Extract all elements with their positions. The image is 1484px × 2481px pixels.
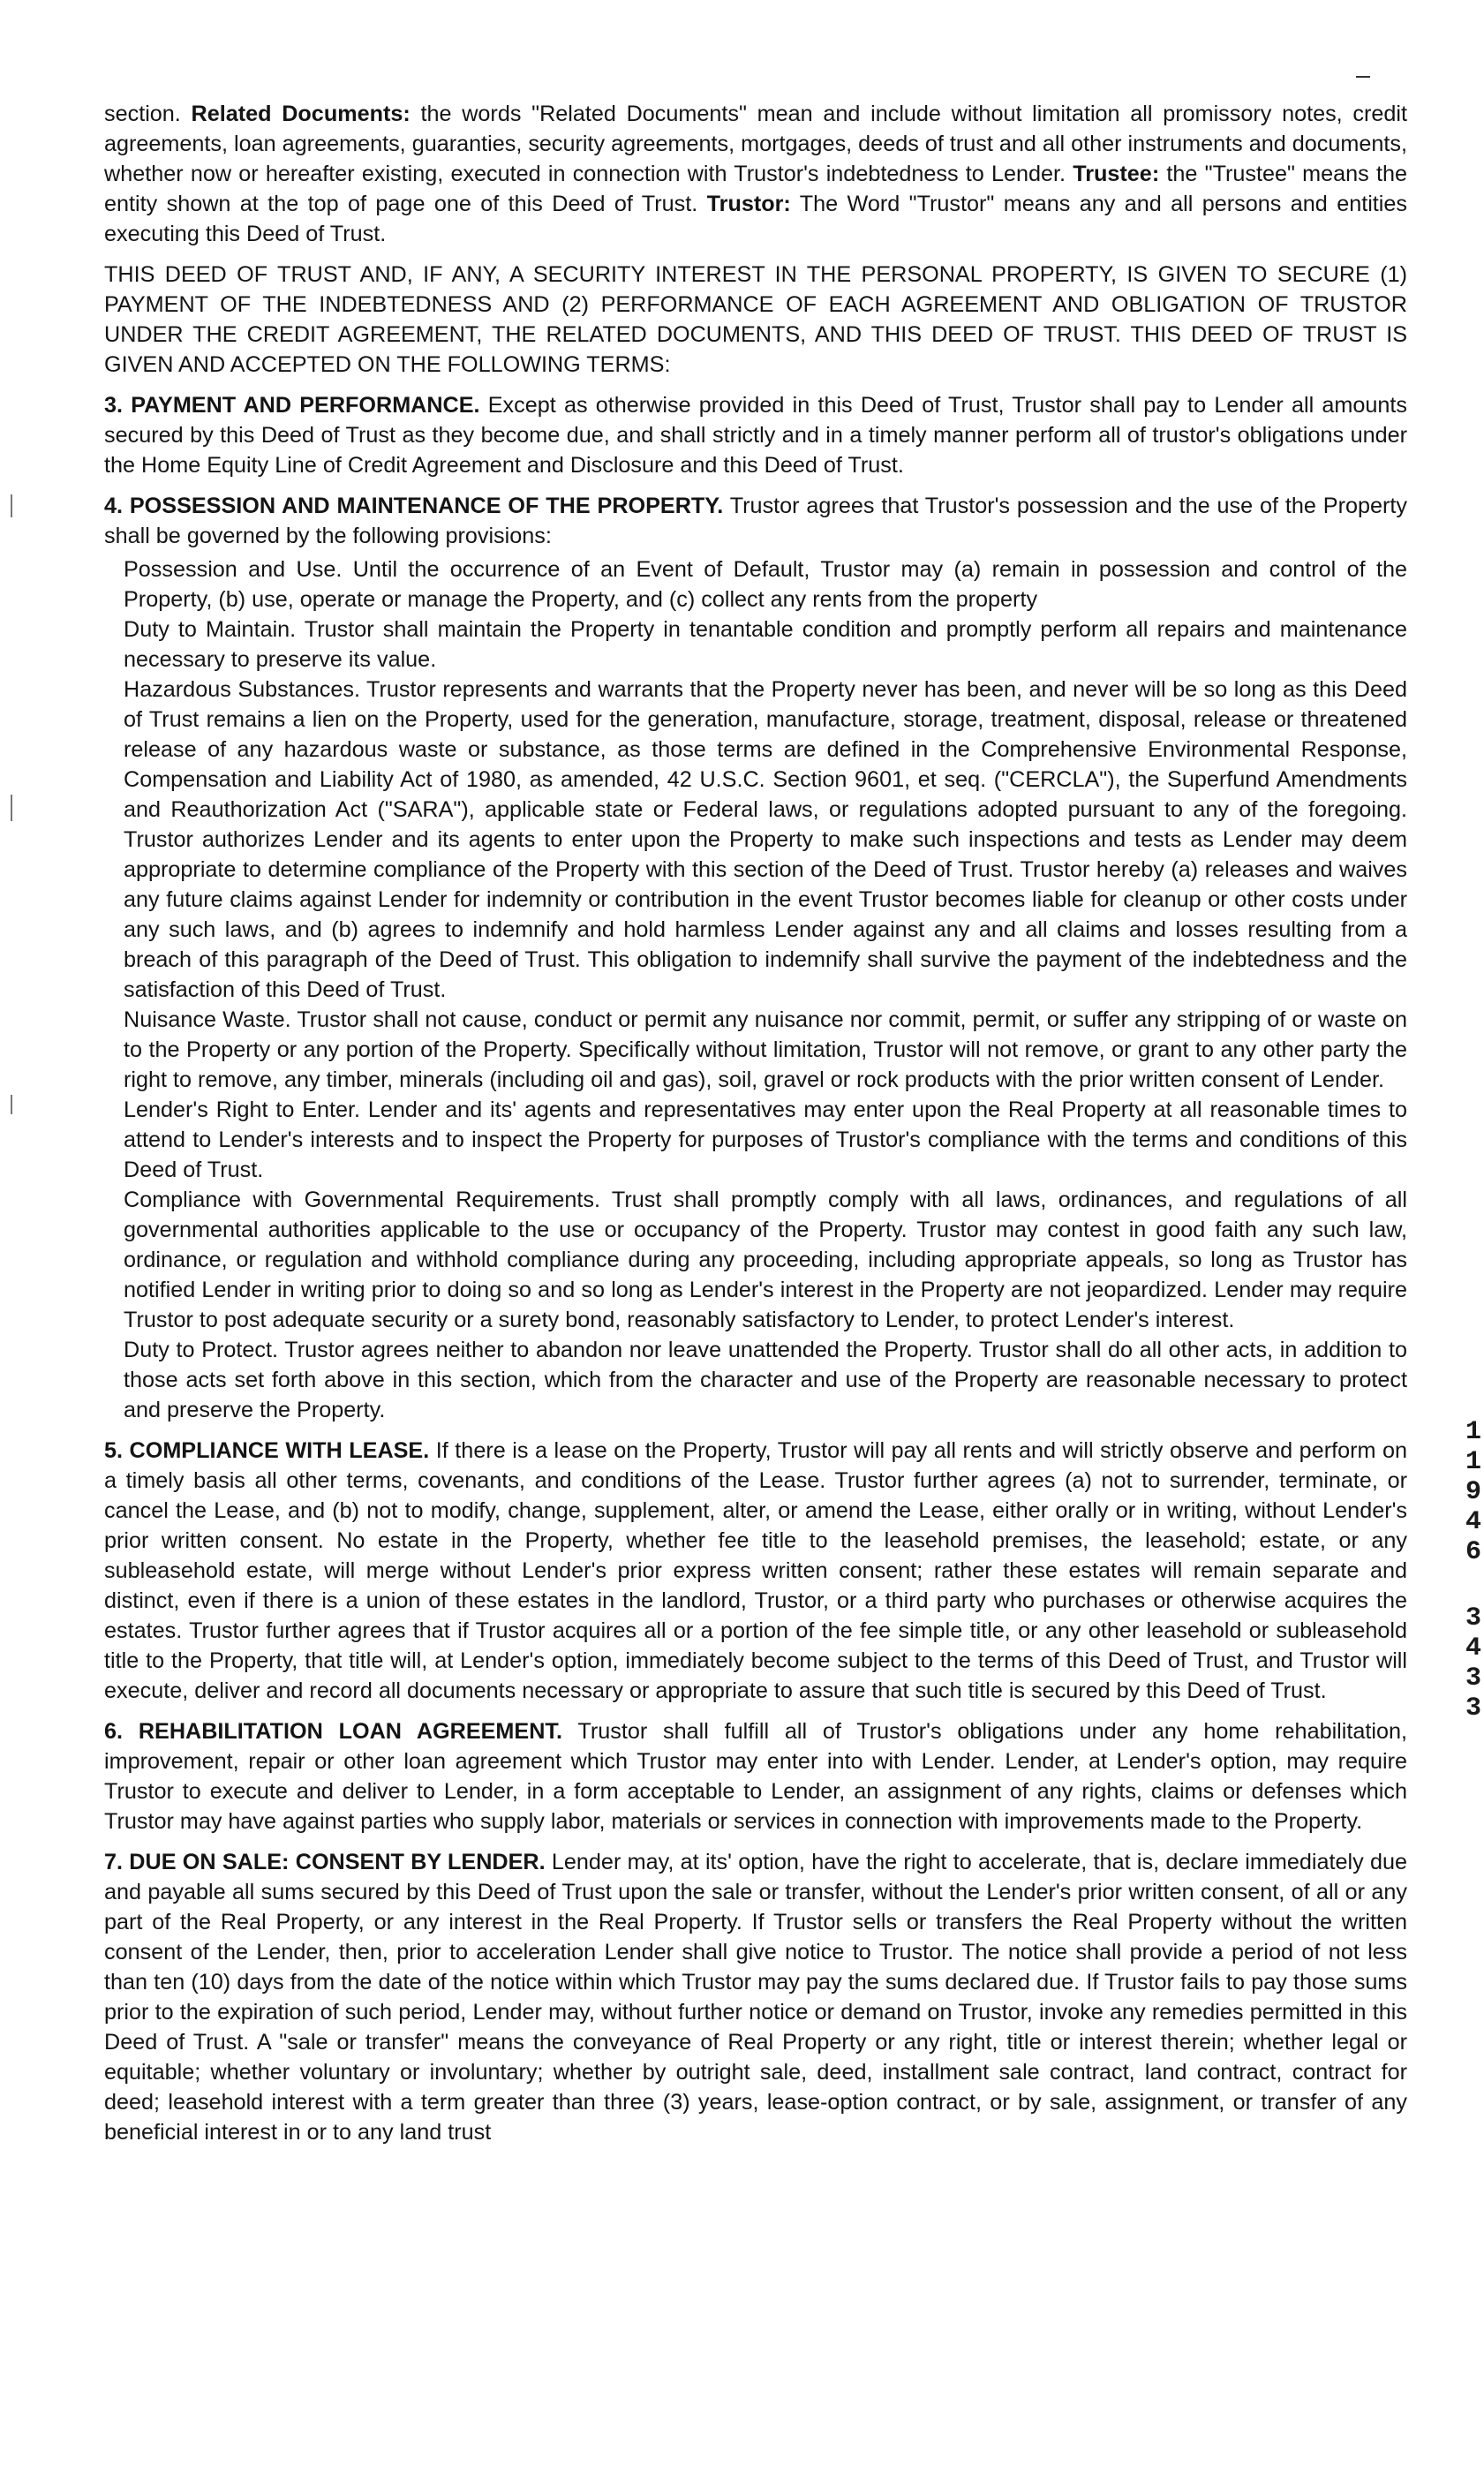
stamp-digit: 4 <box>1465 1633 1481 1663</box>
margin-scan-mark <box>11 795 12 821</box>
duty-to-maintain: Duty to Maintain. Trustor shall maintain the Property in tenantable condition and promptly perform all repairs and maintenance necessary to preserve its value. <box>124 617 1407 672</box>
intro-text: the "Trustee" means the entity shown at the top of page one of this Deed of Trust. <box>104 162 1407 216</box>
stamp-digit: 3 <box>1465 1663 1481 1693</box>
margin-scan-mark <box>11 1095 12 1114</box>
section-3 <box>104 390 1407 480</box>
intro-definitions <box>104 99 1407 249</box>
page-corner-mark <box>1356 76 1370 78</box>
stamp-digit: 3 <box>1465 1603 1481 1633</box>
term-trustor: Trustor: <box>706 192 791 216</box>
document-page <box>104 99 1407 2147</box>
section-5 <box>104 1436 1407 1706</box>
section-3-heading: 3. PAYMENT AND PERFORMANCE. <box>104 393 480 418</box>
hazardous-substances: Hazardous Substances. Trustor represents and warrants that the Property never has been, and never will be so long as this Deed of Trust remains a lien on the Property, used for the generation, manufacture, storage, treatment, disposal, release or threatened release of any hazardous waste or substance, as those terms are defined in the Comprehensive Environmental Response, Compensation and Liability Act of 1980, as amended, 42 U.S.C. Section 9601, et seq. ("CERCLA"), the Superfund Amendments and Reauthorization Act ("SARA"), applicable state or Federal laws, or regulations adopted pursuant to any of the foregoing. Trustor authorizes Lender and its agents to enter upon the Property to make such inspections and tests as Lender may deem appropriate to determine compliance of the Property with this section of the Deed of Trust. Trustor hereby (a) releases and waives any future claims against Lender for indemnity or contribution in the event Trustor becomes liable for cleanup or other costs under any such laws, and (b) agrees to indemnify and hold harmless Lender against any and all claims and losses resulting from a breach of this paragraph of the Deed of Trust. This obligation to indemnify shall survive the payment of the indebtedness and the satisfaction of this Deed of Trust. <box>124 677 1407 1002</box>
stamp-digit: 3 <box>1465 1693 1481 1723</box>
duty-to-protect: Duty to Protect. Trustor agrees neither to abandon nor leave unattended the Property. Trustor shall do all other acts, in addition to those acts set forth above in this section, which from the character and use of the Property are reasonable necessary to protect and preserve the Property. <box>124 1338 1407 1422</box>
section-4-body: Trustor agrees that Trustor's possession and the use of the Property shall be governed by the following provisions: <box>104 494 1407 548</box>
term-related-documents: Related Documents: <box>191 102 411 126</box>
section-3-body: Except as otherwise provided in this Deed of Trust, Trustor shall pay to Lender all amounts secured by this Deed of Trust as they become due, and shall strictly and in a timely manner perform all of trustor's obligations under the Home Equity Line of Credit Agreement and Disclosure and this Deed of Trust. <box>104 393 1407 478</box>
section-4-heading: 4. POSSESSION AND MAINTENANCE OF THE PROPERTY. <box>104 494 724 518</box>
section-7-body: Lender may, at its' option, have the right to accelerate, that is, declare immediately due and payable all sums secured by this Deed of Trust upon the sale or transfer, without the Lender's prior written consent, of all or any part of the Real Property, or any interest in the Real Property. If Trustor sells or transfers the Real Property without the written consent of the Lender, then, prior to acceleration Lender shall give notice to Trustor. The notice shall provide a period of not less than ten (10) days from the date of the notice within which Trustor may pay the sums declared due. If Trustor fails to pay those sums prior to the expiration of such period, Lender may, without further notice or demand on Trustor, invoke any remedies permitted in this Deed of Trust. A "sale or transfer" means the conveyance of Real Property or any right, title or interest therein; whether legal or equitable; whether voluntary or involuntary; whether by outright sale, deed, installment sale contract, land contract, contract for deed; leasehold interest with a term greater than three (3) years, lease-option contract, or by sale, assignment, or transfer of any beneficial interest in or to any land trust <box>104 1850 1407 2145</box>
section-5-heading: 5. COMPLIANCE WITH LEASE. <box>104 1438 430 1463</box>
section-6-heading: 6. REHABILITATION LOAN AGREEMENT. <box>104 1719 562 1744</box>
stamp-digit: 9 <box>1465 1477 1481 1507</box>
term-trustee: Trustee: <box>1073 162 1160 186</box>
intro-text: The Word "Trustor" means any and all persons and entities executing this Deed of Trust. <box>104 192 1407 246</box>
possession-and-use: Possession and Use. Until the occurrence of an Event of Default, Trustor may (a) remain in possession and control of the Property, (b) use, operate or manage the Property, and (c) collect any rents from the property <box>124 557 1407 612</box>
intro-text: the words "Related Documents" mean and include without limitation all promissory notes, credit agreements, loan agreements, guaranties, security agreements, mortgages, deeds of trust and all other instruments and documents, whether now or hereafter existing, executed in connection with Trustor's indebtedness to Lender. <box>104 102 1407 186</box>
compliance-governmental: Compliance with Governmental Requirements. Trust shall promptly comply with all laws, ordinances, and regulations of all governmental authorities applicable to the use or occupancy of the Property. Trustor may contest in good faith any such law, ordinance, or regulation and withhold compliance during any proceeding, including appropriate appeals, so long as Trustor has notified Lender in writing prior to doing so and so long as Lender's interest in the Property are not jeopardized. Lender may require Trustor to post adequate security or a surety bond, reasonably satisfactory to Lender, to protect Lender's interest. <box>124 1188 1407 1332</box>
section-7 <box>104 1847 1407 2147</box>
margin-scan-mark <box>11 494 12 517</box>
security-statement: THIS DEED OF TRUST AND, IF ANY, A SECURITY INTEREST IN THE PERSONAL PROPERTY, IS GIVEN TO SECURE (1) PAYMENT OF THE INDEBTEDNESS AND (2) PERFORMANCE OF EACH AGREEMENT AND OBLIGATION OF TRUSTOR UNDER THE CREDIT AGREEMENT, THE RELATED DOCUMENTS, AND THIS DEED OF TRUST. THIS DEED OF TRUST IS GIVEN AND ACCEPTED ON THE FOLLOWING TERMS: <box>104 262 1407 377</box>
section-7-heading: 7. DUE ON SALE: CONSENT BY LENDER. <box>104 1850 546 1874</box>
stamp-digit: 6 <box>1465 1537 1481 1567</box>
margin-stamp-bottom <box>1464 1603 1483 1723</box>
section-5-body: If there is a lease on the Property, Trustor will pay all rents and will strictly observe and perform on a timely basis all other terms, covenants, and conditions of the Lease. Trustor further agrees (a) not to surrender, terminate, or cancel the Lease, and (b) not to modify, change, supplement, alter, or amend the Lease, either orally or in writing, without Lender's prior written consent. No estate in the Property, whether fee title to the leasehold premises, the leasehold; estate, or any subleasehold estate, will merge without Lender's prior express written consent; rather these estates will remain separate and distinct, even if there is a union of these estates in the landlord, Trustor, or a third party who purchases or otherwise acquires the estates. Trustor further agrees that if Trustor acquires all or a portion of the fee simple title, or any other leasehold or subleasehold title to the Property, that title will, at Lender's option, immediately become subject to the terms of this Deed of Trust, and Trustor will execute, deliver and record all documents necessary or appropriate to assure that such title is secured by this Deed of Trust. <box>104 1438 1407 1703</box>
intro-text: section. <box>104 102 192 126</box>
lenders-right-to-enter: Lender's Right to Enter. Lender and its' agents and representatives may enter upon the Real Property at all reasonable times to attend to Lender's interests and to inspect the Property for purposes of Trustor's compliance with the terms and conditions of this Deed of Trust. <box>124 1097 1407 1182</box>
nuisance-waste: Nuisance Waste. Trustor shall not cause, conduct or permit any nuisance nor commit, permit, or suffer any stripping of or waste on to the Property or any portion of the Property. Specifically without limitation, Trustor will not remove, or grant to any other party the right to remove, any timber, minerals (including oil and gas), soil, gravel or rock products with the prior written consent of Lender. <box>124 1007 1407 1092</box>
stamp-digit: 1 <box>1465 1447 1481 1477</box>
stamp-digit: 1 <box>1465 1417 1481 1447</box>
section-6 <box>104 1716 1407 1836</box>
stamp-digit: 4 <box>1465 1507 1481 1537</box>
margin-stamp-top <box>1464 1417 1483 1567</box>
section-4 <box>104 491 1407 551</box>
section-6-body: Trustor shall fulfill all of Trustor's obligations under any home rehabilitation, improvement, repair or other loan agreement which Trustor may enter into with Lender. Lender, at Lender's option, may require Trustor to execute and deliver to Lender, in a form acceptable to Lender, an assignment of any rights, claims or defenses which Trustor may have against parties who supply labor, materials or services in connection with improvements made to the Property. <box>104 1719 1407 1834</box>
